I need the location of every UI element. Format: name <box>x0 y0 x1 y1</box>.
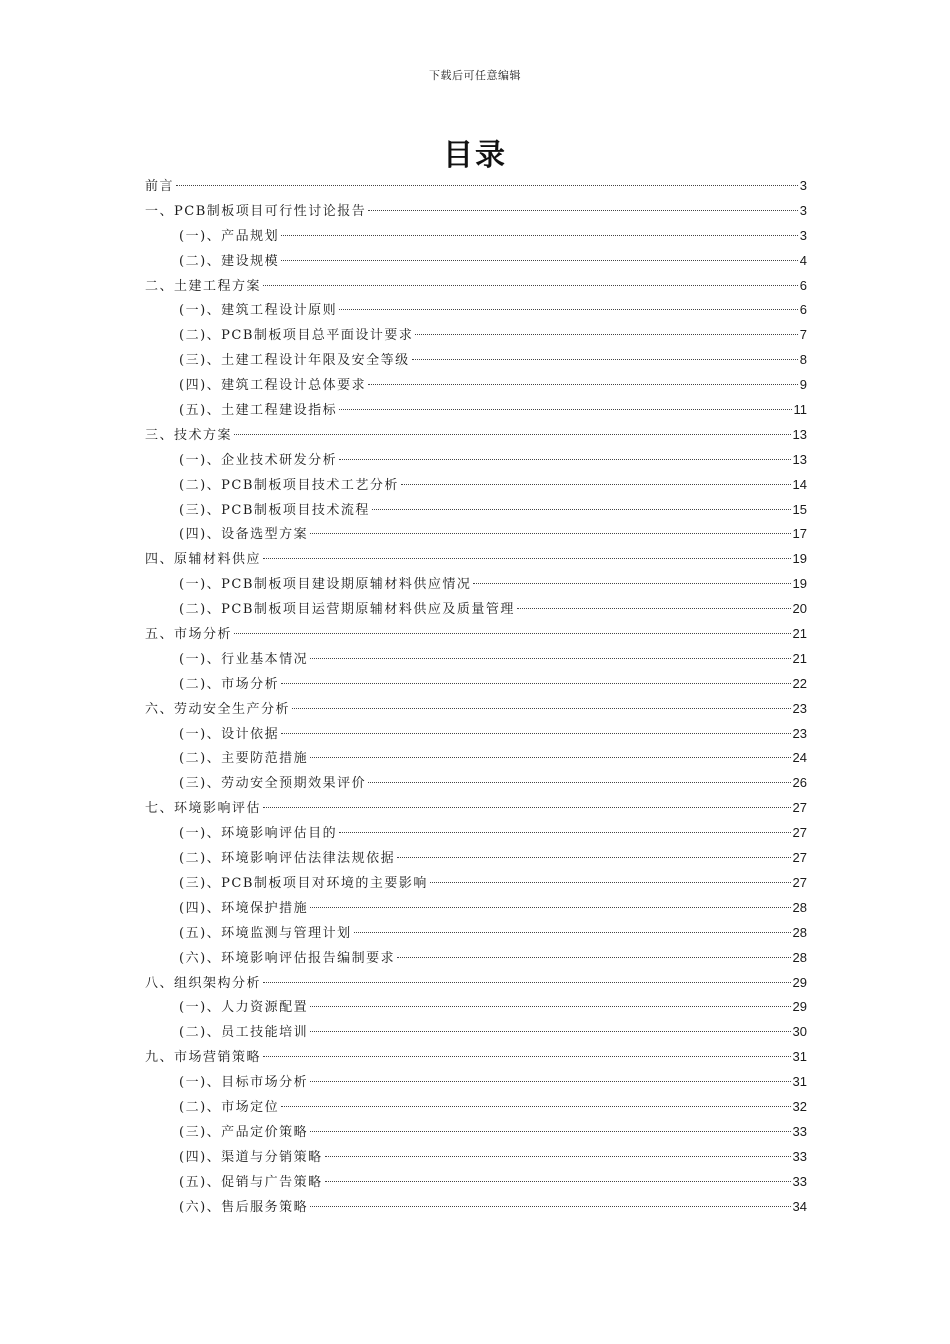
toc-dot-leader <box>310 1006 790 1007</box>
toc-subsection-entry[interactable] <box>145 1145 807 1170</box>
toc-page-number: 33 <box>792 1173 807 1189</box>
toc-dot-leader <box>517 608 791 609</box>
toc-page-number: 21 <box>792 626 807 642</box>
toc-dot-leader <box>310 1081 790 1082</box>
toc-page-number: 6 <box>799 302 807 318</box>
toc-subsection-entry[interactable] <box>145 1120 807 1145</box>
toc-page-number: 21 <box>792 650 807 666</box>
toc-page-number: 28 <box>792 924 807 940</box>
toc-entry-label: (二)、市场定位 <box>179 1099 280 1115</box>
toc-page-number: 29 <box>792 999 807 1015</box>
toc-dot-leader <box>281 260 798 261</box>
toc-section-entry[interactable] <box>145 174 807 199</box>
table-of-contents <box>145 174 807 1219</box>
toc-subsection-entry[interactable] <box>145 871 807 896</box>
toc-subsection-entry[interactable] <box>145 498 807 523</box>
toc-entry-label: (三)、PCB制板项目对环境的主要影响 <box>179 875 428 891</box>
toc-subsection-entry[interactable] <box>145 896 807 921</box>
toc-entry-label: (一)、产品规划 <box>179 228 280 244</box>
toc-dot-leader <box>325 1181 791 1182</box>
toc-dot-leader <box>263 285 798 286</box>
toc-subsection-entry[interactable] <box>145 647 807 672</box>
toc-subsection-entry[interactable] <box>145 995 807 1020</box>
toc-entry-label: 一、PCB制板项目可行性讨论报告 <box>145 203 367 219</box>
toc-page-number: 7 <box>799 327 807 343</box>
toc-subsection-entry[interactable] <box>145 1195 807 1220</box>
toc-dot-leader <box>234 434 791 435</box>
toc-entry-label: (三)、劳动安全预期效果评价 <box>179 776 367 792</box>
toc-page-number: 6 <box>799 277 807 293</box>
toc-subsection-entry[interactable] <box>145 921 807 946</box>
toc-subsection-entry[interactable] <box>145 249 807 274</box>
toc-page-number: 11 <box>793 402 807 418</box>
toc-entry-label: (四)、建筑工程设计总体要求 <box>179 378 367 394</box>
toc-entry-label: 前言 <box>145 179 175 194</box>
toc-entry-label: (一)、设计依据 <box>179 726 280 742</box>
toc-page-number: 20 <box>792 601 807 617</box>
toc-subsection-entry[interactable] <box>145 946 807 971</box>
toc-entry-label: (四)、设备选型方案 <box>179 527 309 543</box>
toc-entry-label: 六、劳动安全生产分析 <box>145 701 291 717</box>
toc-entry-label: (三)、土建工程设计年限及安全等级 <box>179 353 410 369</box>
toc-page-number: 27 <box>792 874 807 890</box>
toc-subsection-entry[interactable] <box>145 1095 807 1120</box>
toc-page-number: 19 <box>792 551 807 567</box>
toc-entry-label: (一)、企业技术研发分析 <box>179 452 338 468</box>
toc-entry-label: 九、市场营销策略 <box>145 1050 262 1066</box>
toc-page-number: 26 <box>792 775 807 791</box>
toc-entry-label: (二)、建设规模 <box>179 253 280 269</box>
toc-dot-leader <box>310 1206 790 1207</box>
toc-entry-label: 四、原辅材料供应 <box>145 552 262 568</box>
toc-section-entry[interactable] <box>145 697 807 722</box>
toc-dot-leader <box>397 957 790 958</box>
toc-dot-leader <box>263 982 791 983</box>
toc-dot-leader <box>412 359 798 360</box>
toc-dot-leader <box>281 235 798 236</box>
toc-subsection-entry[interactable] <box>145 771 807 796</box>
toc-page-number: 31 <box>792 1074 807 1090</box>
toc-dot-leader <box>368 384 798 385</box>
toc-dot-leader <box>372 509 791 510</box>
toc-entry-label: (二)、PCB制板项目总平面设计要求 <box>179 328 414 344</box>
toc-entry-label: (二)、市场分析 <box>179 676 280 692</box>
toc-page-number: 27 <box>792 800 807 816</box>
toc-section-entry[interactable] <box>145 971 807 996</box>
page-title: 目录 <box>443 138 507 173</box>
toc-entry-label: (一)、环境影响评估目的 <box>179 826 338 842</box>
toc-dot-leader <box>310 907 790 908</box>
toc-subsection-entry[interactable] <box>145 722 807 747</box>
toc-page-number: 28 <box>792 899 807 915</box>
toc-section-entry[interactable] <box>145 622 807 647</box>
toc-entry-label: (一)、PCB制板项目建设期原辅材料供应情况 <box>179 577 472 593</box>
toc-page-number: 13 <box>792 451 807 467</box>
header-note: 下载后可任意编辑 <box>429 69 521 82</box>
toc-page-number: 15 <box>792 501 807 517</box>
toc-page-number: 3 <box>799 227 807 243</box>
toc-page-number: 33 <box>792 1148 807 1164</box>
toc-entry-label: (一)、行业基本情况 <box>179 651 309 667</box>
toc-subsection-entry[interactable] <box>145 597 807 622</box>
toc-dot-leader <box>415 334 797 335</box>
toc-dot-leader <box>325 1156 791 1157</box>
toc-dot-leader <box>310 1031 790 1032</box>
toc-section-entry[interactable] <box>145 423 807 448</box>
toc-dot-leader <box>339 409 791 410</box>
toc-page-number: 22 <box>792 675 807 691</box>
toc-entry-label: (二)、员工技能培训 <box>179 1025 309 1041</box>
toc-entry-label: (二)、PCB制板项目技术工艺分析 <box>179 477 399 493</box>
toc-subsection-entry[interactable] <box>145 473 807 498</box>
toc-entry-label: (六)、环境影响评估报告编制要求 <box>179 950 396 966</box>
toc-dot-leader <box>281 1106 790 1107</box>
toc-subsection-entry[interactable] <box>145 323 807 348</box>
toc-subsection-entry[interactable] <box>145 1020 807 1045</box>
toc-entry-label: (六)、售后服务策略 <box>179 1199 309 1215</box>
toc-dot-leader <box>310 533 790 534</box>
toc-page-number: 8 <box>799 352 807 368</box>
toc-entry-label: 三、技术方案 <box>145 427 233 443</box>
toc-subsection-entry[interactable] <box>145 846 807 871</box>
toc-entry-label: (二)、主要防范措施 <box>179 751 309 767</box>
toc-section-entry[interactable] <box>145 547 807 572</box>
toc-entry-label: 七、环境影响评估 <box>145 801 262 817</box>
toc-dot-leader <box>310 1131 790 1132</box>
toc-page-number: 30 <box>792 1024 807 1040</box>
toc-entry-label: (五)、土建工程建设指标 <box>179 403 338 419</box>
toc-page-number: 17 <box>792 526 807 542</box>
toc-dot-leader <box>368 210 798 211</box>
toc-entry-label: (四)、环境保护措施 <box>179 900 309 916</box>
toc-entry-label: 八、组织架构分析 <box>145 975 262 991</box>
toc-dot-leader <box>281 683 790 684</box>
toc-dot-leader <box>354 932 791 933</box>
toc-page-number: 24 <box>792 750 807 766</box>
toc-section-entry[interactable] <box>145 796 807 821</box>
toc-dot-leader <box>339 832 790 833</box>
toc-page-number: 32 <box>792 1098 807 1114</box>
toc-subsection-entry[interactable] <box>145 398 807 423</box>
toc-subsection-entry[interactable] <box>145 522 807 547</box>
toc-dot-leader <box>176 185 798 186</box>
toc-dot-leader <box>310 757 790 758</box>
toc-entry-label: (二)、PCB制板项目运营期原辅材料供应及质量管理 <box>179 602 515 618</box>
toc-dot-leader <box>263 558 791 559</box>
toc-page-number: 3 <box>799 202 807 218</box>
toc-entry-label: (一)、人力资源配置 <box>179 1000 309 1016</box>
toc-entry-label: (二)、环境影响评估法律法规依据 <box>179 851 396 867</box>
toc-entry-label: (一)、建筑工程设计原则 <box>179 303 338 319</box>
toc-page-number: 3 <box>799 178 807 193</box>
toc-subsection-entry[interactable] <box>145 348 807 373</box>
toc-dot-leader <box>263 1056 791 1057</box>
toc-subsection-entry[interactable] <box>145 1170 807 1195</box>
toc-subsection-entry[interactable] <box>145 821 807 846</box>
toc-page-number: 9 <box>799 377 807 393</box>
toc-subsection-entry[interactable] <box>145 373 807 398</box>
toc-page-number: 14 <box>792 476 807 492</box>
toc-subsection-entry[interactable] <box>145 224 807 249</box>
toc-page-number: 27 <box>792 850 807 866</box>
toc-subsection-entry[interactable] <box>145 1070 807 1095</box>
toc-dot-leader <box>430 882 791 883</box>
toc-page-number: 4 <box>799 252 807 268</box>
toc-dot-leader <box>339 459 790 460</box>
toc-dot-leader <box>292 708 791 709</box>
toc-entry-label: (一)、目标市场分析 <box>179 1075 309 1091</box>
toc-subsection-entry[interactable] <box>145 448 807 473</box>
toc-page-number: 33 <box>792 1123 807 1139</box>
toc-subsection-entry[interactable] <box>145 746 807 771</box>
toc-page-number: 31 <box>792 1049 807 1065</box>
toc-entry-label: (五)、促销与广告策略 <box>179 1174 323 1190</box>
toc-section-entry[interactable] <box>145 1045 807 1070</box>
toc-subsection-entry[interactable] <box>145 672 807 697</box>
toc-page-number: 19 <box>792 576 807 592</box>
toc-dot-leader <box>368 782 790 783</box>
toc-entry-label: 二、土建工程方案 <box>145 278 262 294</box>
toc-subsection-entry[interactable] <box>145 572 807 597</box>
toc-page-number: 28 <box>792 949 807 965</box>
toc-page-number: 27 <box>792 825 807 841</box>
toc-page-number: 23 <box>792 725 807 741</box>
toc-dot-leader <box>310 658 790 659</box>
toc-dot-leader <box>401 484 791 485</box>
toc-entry-label: (三)、PCB制板项目技术流程 <box>179 502 370 518</box>
toc-entry-label: (三)、产品定价策略 <box>179 1124 309 1140</box>
toc-dot-leader <box>473 583 790 584</box>
toc-dot-leader <box>281 733 790 734</box>
toc-entry-label: (四)、渠道与分销策略 <box>179 1149 323 1165</box>
toc-section-entry[interactable] <box>145 274 807 299</box>
toc-section-entry[interactable] <box>145 199 807 224</box>
toc-dot-leader <box>397 857 790 858</box>
toc-page-number: 34 <box>792 1198 807 1214</box>
toc-dot-leader <box>234 633 791 634</box>
toc-dot-leader <box>263 807 791 808</box>
toc-page-number: 23 <box>792 700 807 716</box>
toc-dot-leader <box>339 309 798 310</box>
toc-page-number: 13 <box>792 426 807 442</box>
toc-entry-label: 五、市场分析 <box>145 627 233 643</box>
toc-subsection-entry[interactable] <box>145 298 807 323</box>
toc-entry-label: (五)、环境监测与管理计划 <box>179 925 352 941</box>
toc-page-number: 29 <box>792 974 807 990</box>
